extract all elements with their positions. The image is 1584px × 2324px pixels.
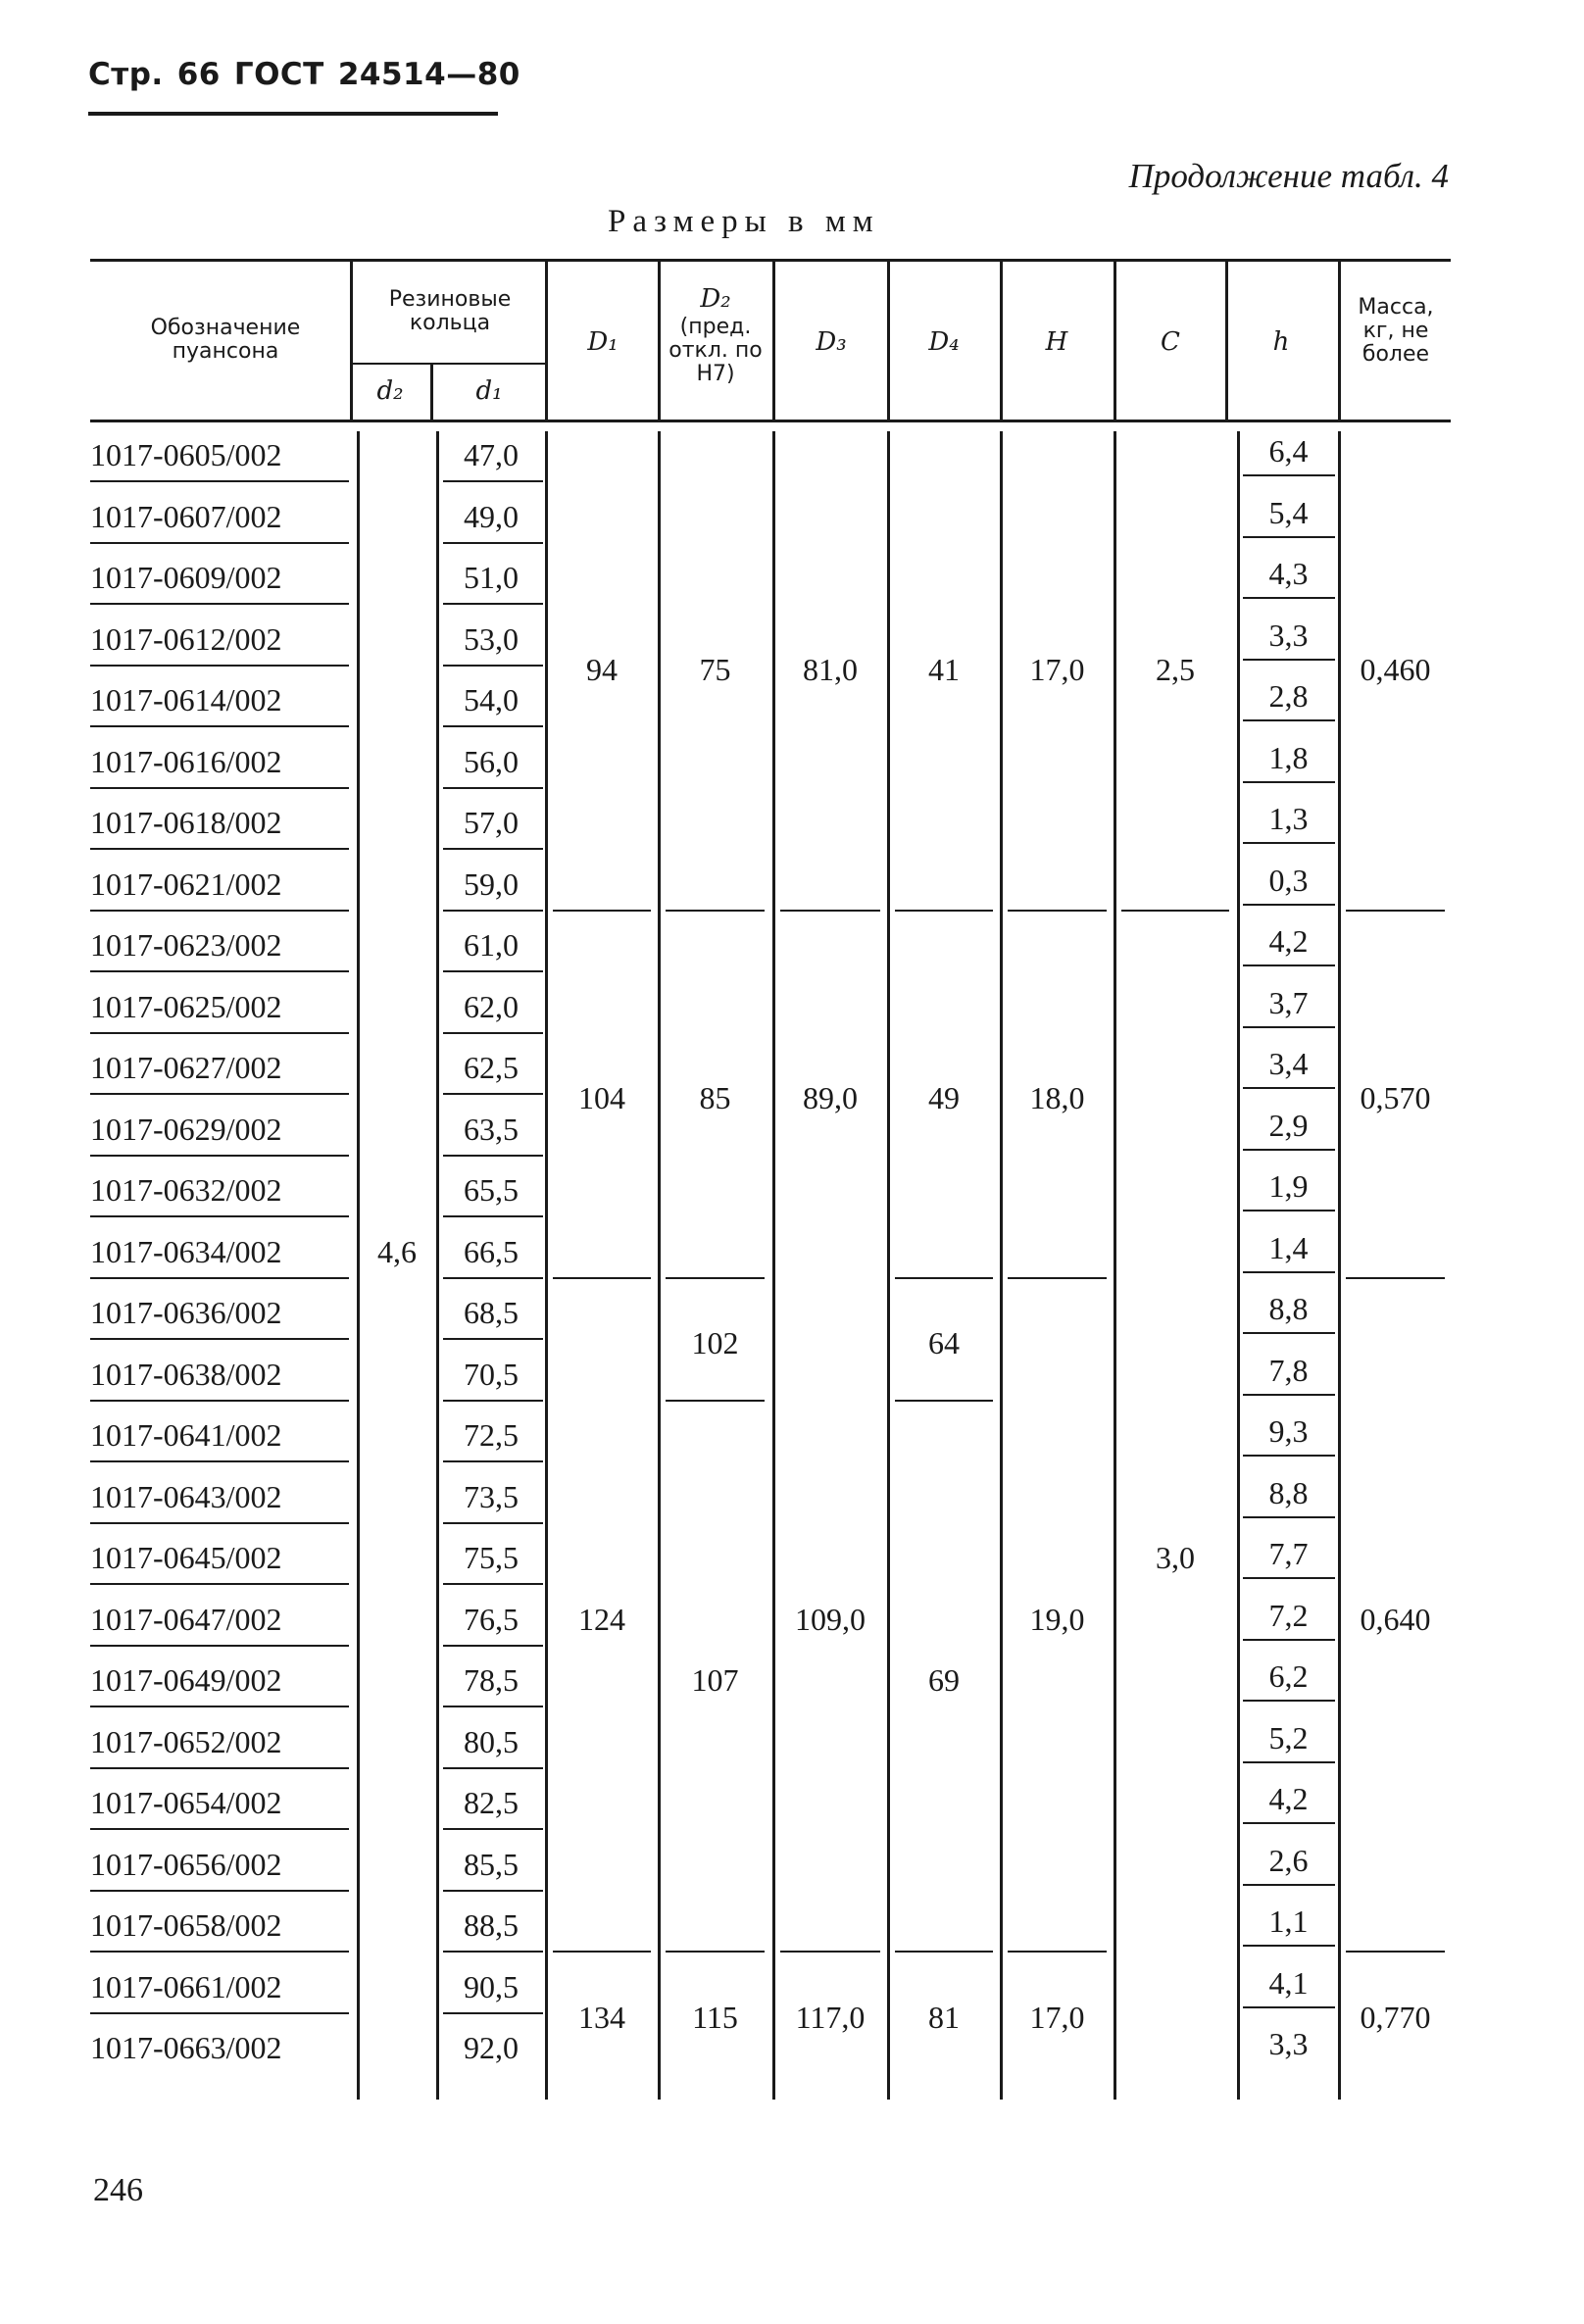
designation-cell: 1017-0621/002 — [90, 865, 282, 902]
row-rule — [1243, 2006, 1335, 2008]
row-rule — [1243, 781, 1335, 783]
h-cell: 7,7 — [1268, 1536, 1309, 1571]
page-num: 66 — [176, 57, 221, 92]
group-value-d1: 104 — [578, 1080, 625, 1116]
row-rule — [90, 725, 349, 727]
d1-cell: 54,0 — [464, 682, 519, 717]
row-rule — [1243, 1577, 1335, 1579]
row-rule — [443, 665, 543, 667]
row-rule — [443, 1400, 543, 1402]
h-cell: 2,9 — [1268, 1107, 1309, 1143]
designation-cell: 1017-0656/002 — [90, 1846, 282, 1882]
row-rule — [443, 1338, 543, 1340]
row-rule — [1243, 1271, 1335, 1273]
d1-cell: 53,0 — [464, 620, 519, 657]
designation-cell: 1017-0623/002 — [90, 927, 282, 963]
d1-cell: 59,0 — [464, 865, 519, 902]
row-rule — [1243, 474, 1335, 476]
row-rule — [90, 603, 349, 605]
row-rule — [443, 603, 543, 605]
group-value-d4: 81 — [928, 1999, 960, 2035]
standard-num: 24514—80 — [337, 57, 520, 92]
col-D2-header: D₂ — [700, 284, 731, 314]
vrule — [1114, 261, 1116, 421]
row-rule — [1243, 1332, 1335, 1334]
d1-cell: 73,5 — [464, 1478, 519, 1514]
header-rule — [88, 112, 498, 116]
d1-cell: 62,5 — [464, 1050, 519, 1085]
designation-cell: 1017-0625/002 — [90, 988, 282, 1024]
d1-cell: 61,0 — [464, 927, 519, 963]
designation-cell: 1017-0638/002 — [90, 1356, 282, 1392]
d1-cell: 82,5 — [464, 1785, 519, 1820]
row-rule — [90, 1460, 349, 1462]
row-rule — [443, 1155, 543, 1157]
row-rule — [90, 1828, 349, 1830]
group-divider — [780, 1951, 880, 1953]
d1-cell: 76,5 — [464, 1601, 519, 1637]
d1-cell: 88,5 — [464, 1907, 519, 1943]
designation-cell: 1017-0607/002 — [90, 498, 282, 534]
h-cell: 1,4 — [1268, 1229, 1309, 1265]
d1-cell: 70,5 — [464, 1356, 519, 1392]
designation-cell: 1017-0612/002 — [90, 620, 282, 657]
row-rule — [443, 1951, 543, 1953]
designation-cell: 1017-0629/002 — [90, 1111, 282, 1147]
d1-cell: 63,5 — [464, 1111, 519, 1147]
h-cell: 1,8 — [1268, 739, 1309, 775]
d1-cell: 49,0 — [464, 498, 519, 534]
group-value-d2: 102 — [691, 1325, 739, 1361]
designation-cell: 1017-0614/002 — [90, 682, 282, 717]
vrule — [545, 261, 548, 421]
row-rule — [90, 848, 349, 850]
row-rule — [443, 1706, 543, 1707]
group-divider — [666, 1951, 765, 1953]
group-value-d2: 85 — [699, 1080, 731, 1116]
d1-cell: 65,5 — [464, 1172, 519, 1208]
group-value-d4: 64 — [928, 1325, 960, 1361]
row-rule — [90, 1155, 349, 1157]
designation-cell: 1017-0632/002 — [90, 1172, 282, 1208]
row-rule — [90, 1890, 349, 1892]
d1-cell: 85,5 — [464, 1846, 519, 1882]
row-rule — [90, 1951, 349, 1953]
col-h-header: h — [1272, 327, 1290, 357]
col-rubber-rings-header: Резиновые кольца — [388, 287, 512, 335]
vrule — [1225, 261, 1228, 421]
h-cell: 8,8 — [1268, 1291, 1309, 1326]
page-label: Стр. — [88, 57, 164, 92]
row-rule — [443, 1767, 543, 1769]
designation-cell: 1017-0643/002 — [90, 1478, 282, 1514]
row-rule — [90, 1645, 349, 1647]
vrule — [658, 261, 661, 421]
designation-cell: 1017-0609/002 — [90, 560, 282, 595]
row-rule — [443, 1522, 543, 1524]
row-rule — [1243, 1945, 1335, 1947]
row-rule — [90, 542, 349, 544]
vrule — [887, 261, 890, 421]
row-rule — [1243, 1822, 1335, 1824]
d1-cell: 51,0 — [464, 560, 519, 595]
standard-label: ГОСТ — [233, 57, 324, 92]
group-value-c: 3,0 — [1156, 1540, 1195, 1575]
vrule — [350, 261, 353, 421]
h-cell: 8,8 — [1268, 1474, 1309, 1510]
group-divider — [1008, 1951, 1107, 1953]
header-bottom-rule — [90, 420, 1451, 422]
group-divider — [553, 1951, 651, 1953]
row-rule — [90, 480, 349, 482]
h-cell: 4,2 — [1268, 923, 1309, 959]
continuation-label: Продолжение табл. 4 — [1128, 157, 1449, 195]
designation-cell: 1017-0649/002 — [90, 1662, 282, 1698]
h-cell: 6,4 — [1268, 433, 1309, 469]
group-value-h: 17,0 — [1029, 1999, 1085, 2035]
row-rule — [90, 1093, 349, 1095]
row-rule — [1243, 1761, 1335, 1763]
designation-cell: 1017-0618/002 — [90, 805, 282, 840]
designation-cell: 1017-0658/002 — [90, 1907, 282, 1943]
row-rule — [1243, 1884, 1335, 1886]
row-rule — [443, 2012, 543, 2014]
row-rule — [1243, 1210, 1335, 1211]
row-rule — [443, 910, 543, 912]
row-rule — [1243, 1149, 1335, 1151]
group-divider — [1008, 910, 1107, 912]
row-rule — [90, 1767, 349, 1769]
group-value-d3: 117,0 — [795, 1999, 866, 2035]
row-rule — [90, 1215, 349, 1217]
group-value-d2: 4,6 — [377, 1233, 417, 1269]
group-divider — [666, 1400, 765, 1402]
row-rule — [1243, 904, 1335, 906]
group-value-d2: 107 — [691, 1662, 739, 1698]
designation-cell: 1017-0634/002 — [90, 1233, 282, 1269]
row-rule — [1243, 536, 1335, 538]
col-designation-header: Обозначение пуансона — [150, 316, 301, 364]
h-cell: 1,1 — [1268, 1904, 1309, 1939]
row-rule — [443, 1890, 543, 1892]
row-rule — [443, 1583, 543, 1585]
group-value-c: 2,5 — [1156, 651, 1195, 687]
h-cell: 5,4 — [1268, 494, 1309, 530]
h-cell: 1,3 — [1268, 801, 1309, 836]
row-rule — [443, 542, 543, 544]
h-cell: 2,6 — [1268, 1842, 1309, 1878]
row-rule — [90, 1277, 349, 1279]
rings-subheader-rule — [353, 363, 545, 365]
group-value-d4: 49 — [928, 1080, 960, 1116]
h-cell: 0,3 — [1268, 862, 1309, 898]
group-value-d2: 75 — [699, 651, 731, 687]
row-rule — [443, 1460, 543, 1462]
row-rule — [90, 1338, 349, 1340]
h-cell: 7,8 — [1268, 1352, 1309, 1388]
group-divider — [1346, 910, 1445, 912]
group-value-d2: 115 — [692, 1999, 738, 2035]
col-C-header: C — [1161, 327, 1180, 357]
row-rule — [90, 1400, 349, 1402]
vrule — [1338, 261, 1341, 421]
h-cell: 2,8 — [1268, 678, 1309, 714]
designation-cell: 1017-0652/002 — [90, 1723, 282, 1759]
d1-cell: 62,0 — [464, 988, 519, 1024]
designation-cell: 1017-0647/002 — [90, 1601, 282, 1637]
row-rule — [1243, 597, 1335, 599]
row-rule — [90, 2012, 349, 2014]
h-cell: 1,9 — [1268, 1168, 1309, 1204]
d1-cell: 56,0 — [464, 743, 519, 779]
group-divider — [895, 1951, 993, 1953]
row-rule — [1243, 719, 1335, 721]
row-rule — [443, 1645, 543, 1647]
row-rule — [1243, 1394, 1335, 1396]
row-rule — [1243, 659, 1335, 661]
group-value-h: 17,0 — [1029, 651, 1085, 687]
h-cell: 6,2 — [1268, 1658, 1309, 1694]
group-divider — [666, 910, 765, 912]
h-cell: 3,3 — [1268, 617, 1309, 653]
group-divider — [553, 1277, 651, 1279]
d1-cell: 68,5 — [464, 1295, 519, 1330]
page-number: 246 — [93, 2172, 143, 2208]
row-rule — [1243, 1700, 1335, 1702]
col-D1-header: D₁ — [587, 327, 619, 357]
row-rule — [1243, 1639, 1335, 1641]
designation-cell: 1017-0641/002 — [90, 1417, 282, 1453]
row-rule — [1243, 964, 1335, 966]
group-value-h: 18,0 — [1029, 1080, 1085, 1116]
group-divider — [780, 910, 880, 912]
page-header — [88, 57, 534, 92]
h-cell: 3,7 — [1268, 984, 1309, 1020]
row-rule — [90, 1032, 349, 1034]
row-rule — [90, 1522, 349, 1524]
group-divider — [1008, 1277, 1107, 1279]
row-rule — [1243, 1026, 1335, 1028]
row-rule — [443, 787, 543, 789]
designation-cell: 1017-0654/002 — [90, 1785, 282, 1820]
vrule — [772, 261, 775, 421]
units-label: Размеры в мм — [608, 204, 880, 239]
row-rule — [443, 725, 543, 727]
d1-cell: 92,0 — [464, 2030, 519, 2065]
col-mass-header: Масса, кг, не более — [1358, 295, 1434, 367]
d1-cell: 47,0 — [464, 437, 519, 472]
designation-cell: 1017-0661/002 — [90, 1968, 282, 2004]
group-divider — [1121, 910, 1229, 912]
d1-cell: 78,5 — [464, 1662, 519, 1698]
designation-cell: 1017-0627/002 — [90, 1050, 282, 1085]
designation-cell: 1017-0605/002 — [90, 437, 282, 472]
col-D2-note: (пред. откл. по H7) — [668, 315, 763, 386]
row-rule — [1243, 1087, 1335, 1089]
h-cell: 9,3 — [1268, 1413, 1309, 1449]
d1-cell: 72,5 — [464, 1417, 519, 1453]
row-rule — [1243, 1455, 1335, 1457]
group-value-m: 0,640 — [1360, 1601, 1431, 1637]
vrule — [430, 365, 433, 421]
d1-cell: 80,5 — [464, 1723, 519, 1759]
h-cell: 7,2 — [1268, 1597, 1309, 1633]
group-value-m: 0,770 — [1360, 1999, 1431, 2035]
vrule — [1000, 261, 1003, 421]
group-value-h: 19,0 — [1029, 1601, 1085, 1637]
h-cell: 3,4 — [1268, 1046, 1309, 1081]
d1-cell: 66,5 — [464, 1233, 519, 1269]
h-cell: 4,2 — [1268, 1781, 1309, 1816]
designation-cell: 1017-0645/002 — [90, 1540, 282, 1575]
group-divider — [895, 1400, 993, 1402]
row-rule — [90, 1706, 349, 1707]
col-D4-header: D₄ — [928, 327, 960, 357]
designation-cell: 1017-0616/002 — [90, 743, 282, 779]
group-divider — [1346, 1277, 1445, 1279]
row-rule — [90, 910, 349, 912]
row-rule — [1243, 842, 1335, 844]
group-divider — [553, 910, 651, 912]
row-rule — [90, 970, 349, 972]
col-d1-header: d₁ — [475, 376, 503, 406]
row-rule — [90, 665, 349, 667]
group-divider — [666, 1277, 765, 1279]
row-rule — [1243, 1516, 1335, 1518]
group-value-d4: 69 — [928, 1662, 960, 1698]
row-rule — [443, 1215, 543, 1217]
group-value-d1: 124 — [578, 1601, 625, 1637]
col-H-header: H — [1045, 327, 1068, 357]
group-value-d4: 41 — [928, 651, 960, 687]
group-value-m: 0,460 — [1360, 651, 1431, 687]
group-value-d3: 109,0 — [795, 1601, 866, 1637]
row-rule — [443, 1032, 543, 1034]
group-value-d3: 89,0 — [803, 1080, 858, 1116]
row-rule — [443, 848, 543, 850]
col-D3-header: D₃ — [816, 327, 847, 357]
h-cell: 5,2 — [1268, 1719, 1309, 1755]
group-divider — [895, 910, 993, 912]
d1-cell: 75,5 — [464, 1540, 519, 1575]
group-divider — [895, 1277, 993, 1279]
group-value-m: 0,570 — [1360, 1080, 1431, 1116]
row-rule — [443, 1277, 543, 1279]
table-top-rule — [90, 259, 1451, 262]
h-cell: 4,1 — [1268, 1964, 1309, 2001]
row-rule — [443, 1093, 543, 1095]
group-value-d1: 134 — [578, 1999, 625, 2035]
d1-cell: 57,0 — [464, 805, 519, 840]
row-rule — [443, 480, 543, 482]
col-d2-header: d₂ — [376, 376, 404, 406]
group-divider — [1346, 1951, 1445, 1953]
group-value-d1: 94 — [586, 651, 618, 687]
row-rule — [443, 1828, 543, 1830]
row-rule — [443, 970, 543, 972]
h-cell: 4,3 — [1268, 556, 1309, 591]
row-rule — [90, 1583, 349, 1585]
designation-cell: 1017-0663/002 — [90, 2030, 282, 2065]
h-cell: 3,3 — [1268, 2026, 1309, 2061]
d1-cell: 90,5 — [464, 1968, 519, 2004]
row-rule — [90, 787, 349, 789]
group-value-d3: 81,0 — [803, 651, 858, 687]
designation-cell: 1017-0636/002 — [90, 1295, 282, 1330]
